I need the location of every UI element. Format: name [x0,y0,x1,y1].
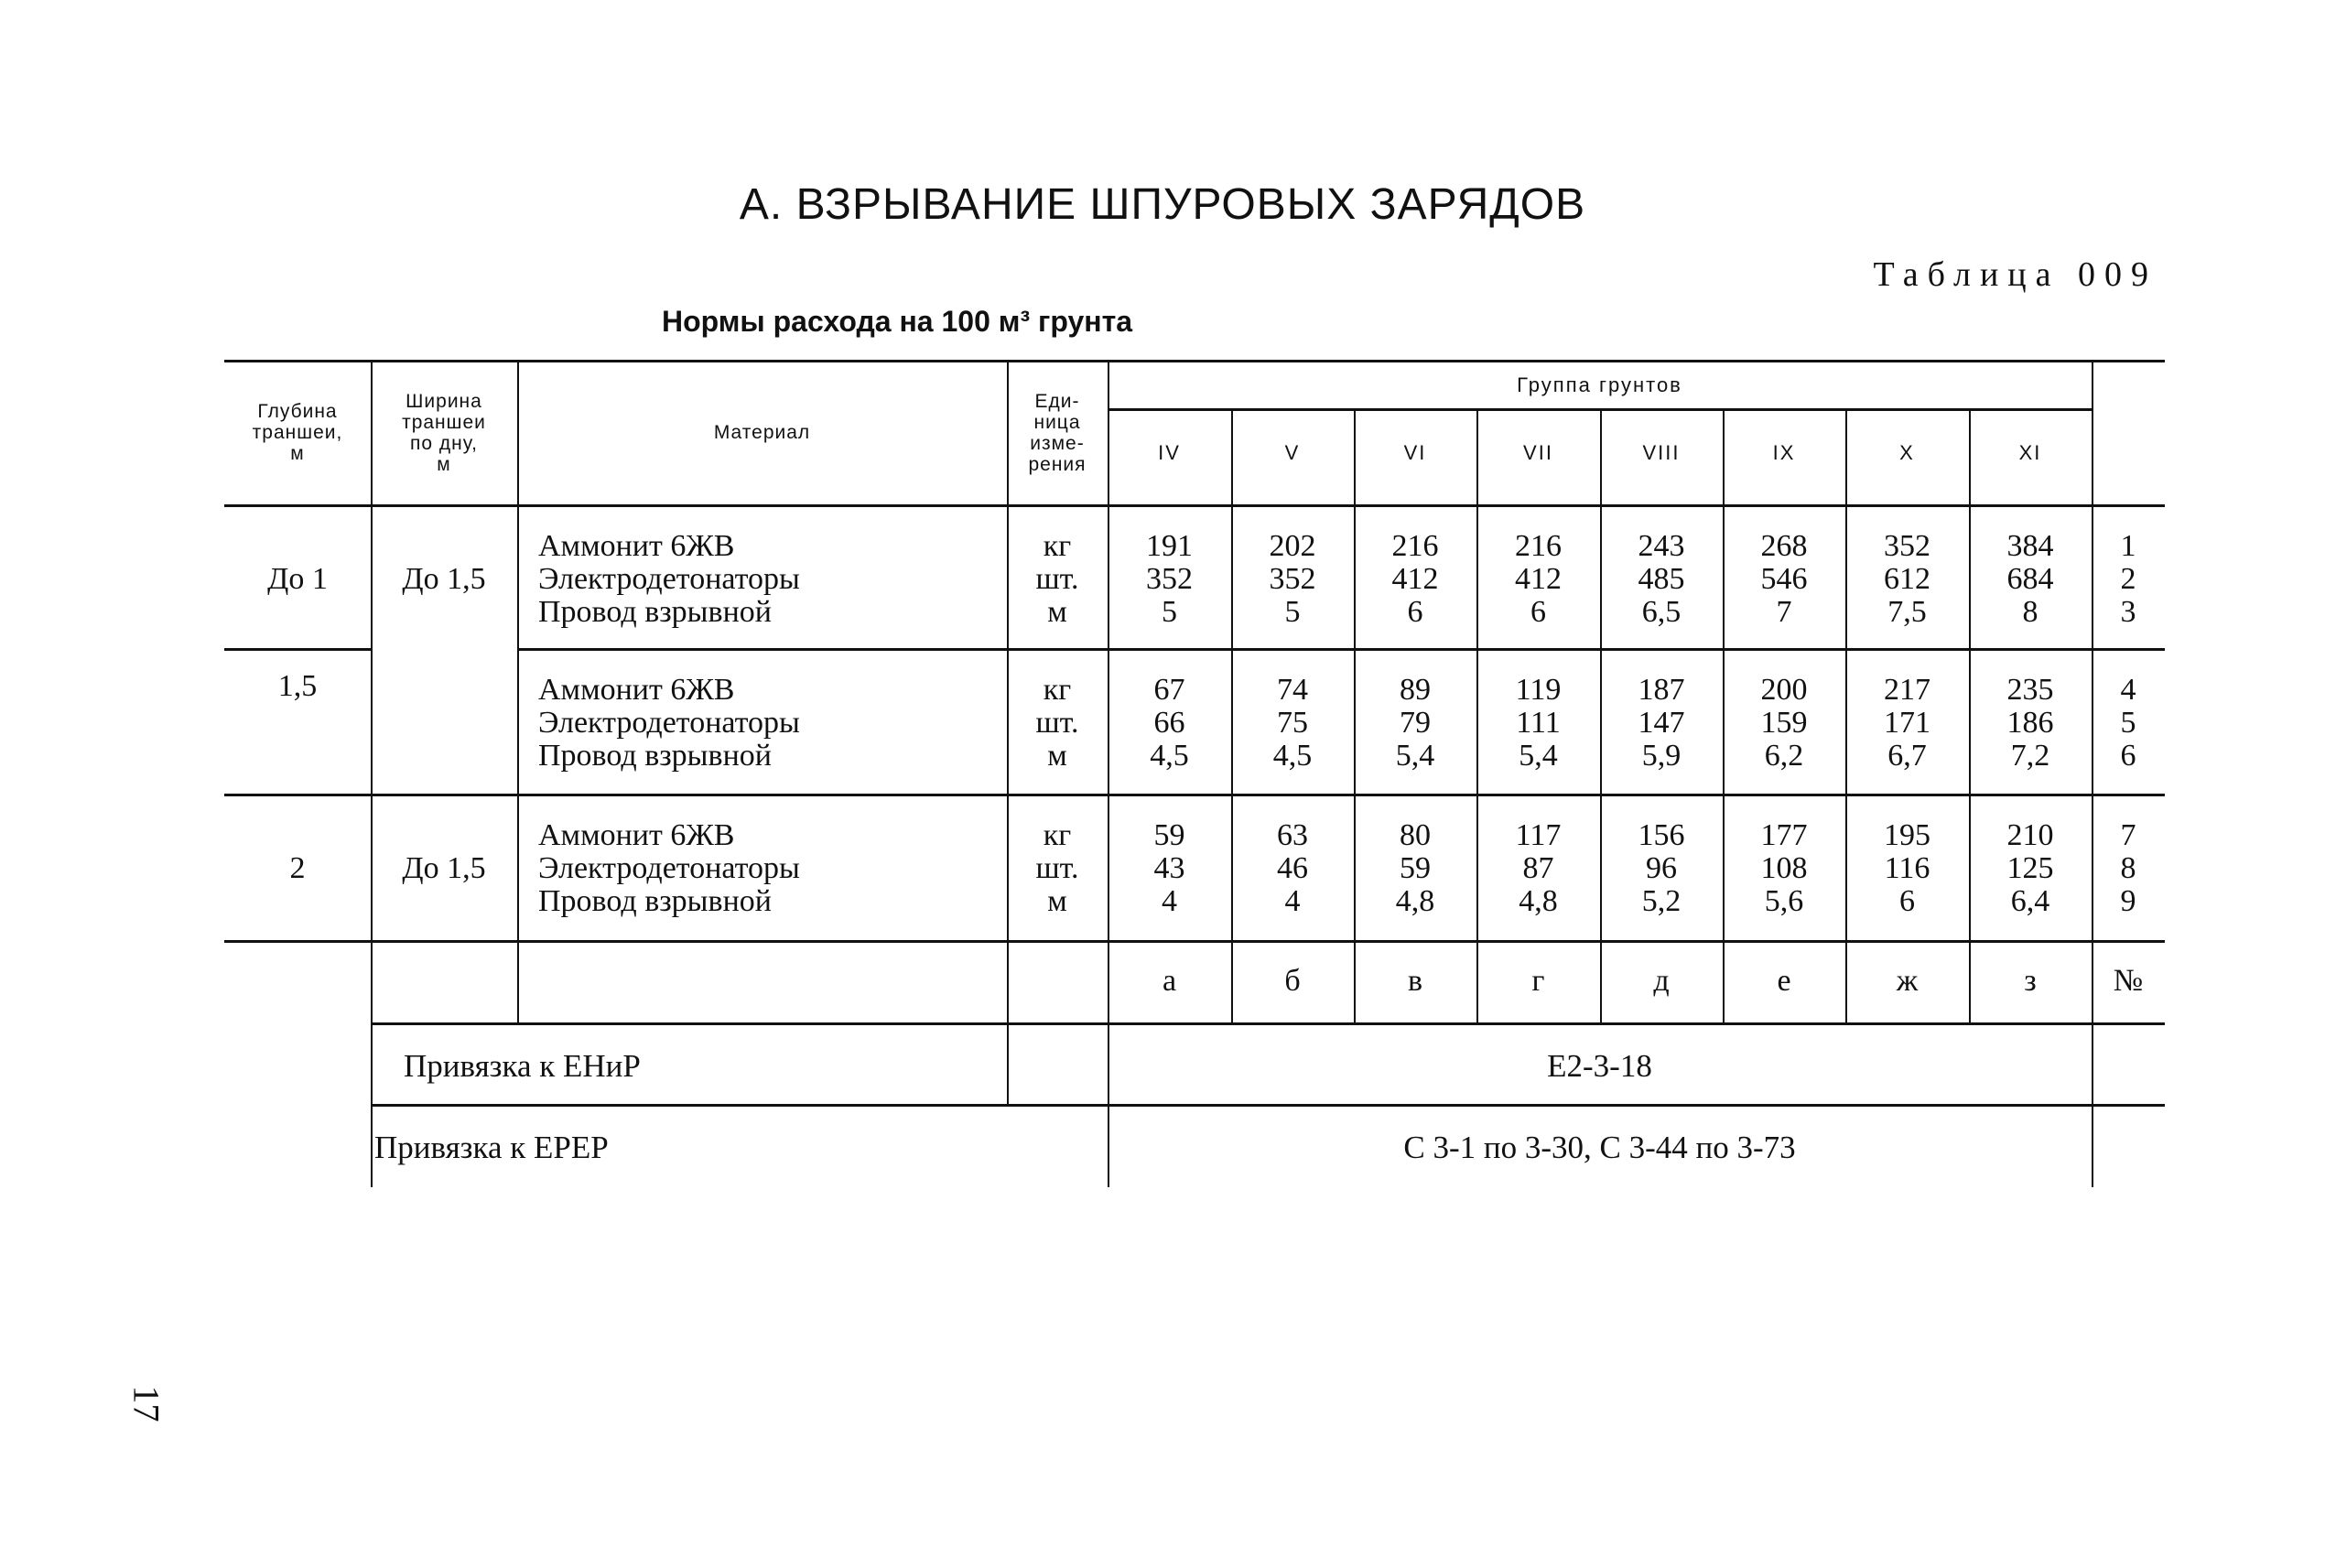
table-divider [371,648,373,794]
norm-value: 235 [2006,673,2054,707]
norm-value: 5 [1284,595,1301,629]
enir-value: Е2-3-18 [1547,1048,1652,1084]
material-name: Провод взрывной [538,595,772,629]
row-number: 6 [2120,739,2136,773]
norm-value: 75 [1277,706,1308,740]
norm-value: 7,2 [2010,739,2050,773]
norm-value: 202 [1269,529,1316,563]
erer-value: С 3-1 по 3-30, С 3-44 по 3-73 [1403,1130,1796,1165]
norm-value: 108 [1760,851,1808,885]
material-name: Аммонит 6ЖВ [538,673,735,707]
norm-value: 216 [1515,529,1562,563]
group-column-1: IV [1158,441,1181,464]
norm-value: 111 [1516,706,1561,740]
norm-value: 5,4 [1395,739,1435,773]
norm-value: 46 [1277,851,1308,885]
row-number: 2 [2120,562,2136,596]
norm-value: 4 [1162,884,1177,918]
norm-value: 66 [1153,706,1185,740]
page-number: 17 [125,1385,168,1422]
norm-value: 6 [1530,595,1546,629]
table-rule [224,648,371,651]
row-number: 4 [2120,673,2136,707]
column-letter: ж [1896,964,1919,998]
norm-value: 200 [1760,673,1808,707]
norm-value: 6,5 [1641,595,1682,629]
norm-value: 4,5 [1150,739,1189,773]
material-name: Электродетонаторы [538,706,800,740]
unit-value: шт. [1035,706,1079,740]
norm-value: 210 [2006,818,2054,852]
row-number: 3 [2120,595,2136,629]
norm-value: 4,5 [1272,739,1313,773]
width-value: До 1,5 [402,562,486,596]
group-column-6: IX [1772,441,1796,464]
norm-value: 6,4 [2010,884,2050,918]
unit-value: шт. [1035,851,1079,885]
material-name: Провод взрывной [538,884,772,918]
column-letter: е [1777,964,1791,998]
section-title: А. ВЗРЫВАНИЕ ШПУРОВЫХ ЗАРЯДОВ [739,180,1586,229]
table-subtitle: Нормы расхода на 100 м³ грунта [661,305,1133,338]
norm-value: 384 [2006,529,2054,563]
norm-value: 119 [1515,673,1562,707]
enir-label: Привязка к ЕНиР [404,1048,641,1084]
norm-value: 412 [1515,562,1562,596]
group-column-2: V [1284,441,1301,464]
norm-value: 116 [1884,851,1930,885]
norm-value: 59 [1400,851,1431,885]
norm-value: 87 [1522,851,1554,885]
row-number: 9 [2120,884,2136,918]
norm-value: 217 [1884,673,1930,707]
table-rule [517,648,2165,651]
unit-value: м [1047,595,1067,629]
unit-value: шт. [1035,562,1079,596]
group-column-8: XI [2018,441,2042,464]
unit-value: кг [1043,673,1072,707]
material-name: Аммонит 6ЖВ [538,529,735,563]
norm-value: 412 [1391,562,1439,596]
unit-header-line: изме- [1030,432,1085,454]
row-number: 1 [2120,529,2136,563]
norm-value: 352 [1146,562,1193,596]
erer-label: Привязка к ЕРЕР [374,1130,609,1165]
norm-value: 80 [1400,818,1431,852]
norm-value: 7 [1776,595,1792,629]
norm-value: 187 [1638,673,1685,707]
norm-value: 4,8 [1519,884,1558,918]
row-number: 5 [2120,706,2136,740]
unit-value: кг [1043,818,1072,852]
width-header-line: траншеи [402,411,486,433]
norm-value: 485 [1638,562,1685,596]
row-number: 8 [2120,851,2136,885]
norm-value: 186 [2006,706,2054,740]
group-column-7: X [1899,441,1915,464]
material-name: Провод взрывной [538,739,772,773]
material-name: Электродетонаторы [538,562,800,596]
norm-value: 5 [1162,595,1177,629]
norm-value: 159 [1760,706,1808,740]
row-number: 7 [2120,818,2136,852]
unit-value: м [1047,739,1067,773]
unit-value: кг [1043,529,1072,563]
table-rule [224,940,2165,943]
material-header-line: Материал [713,422,811,443]
width-value: До 1,5 [402,851,486,885]
unit-header-line: рения [1028,453,1087,475]
norm-value: 79 [1400,706,1431,740]
norm-value: 6 [1407,595,1423,629]
width-header-line: Ширина [406,390,482,412]
norm-value: 612 [1884,562,1930,596]
norm-value: 63 [1277,818,1308,852]
group-column-5: VIII [1642,441,1681,464]
norm-value: 5,9 [1641,739,1682,773]
norm-value: 156 [1638,818,1685,852]
norm-value: 268 [1760,529,1808,563]
table-number: Таблица 009 [1873,255,2157,294]
norm-value: 8 [2022,595,2038,629]
norm-value: 684 [2006,562,2054,596]
number-sign: № [2113,964,2144,998]
norm-value: 191 [1146,529,1193,563]
norm-value: 5,2 [1641,884,1682,918]
depth-header-line: траншеи, [252,422,343,443]
norm-value: 4,8 [1395,884,1435,918]
column-letter: а [1162,964,1177,998]
column-letter: г [1531,964,1545,998]
norm-value: 352 [1884,529,1930,563]
table-rule [224,360,2165,362]
depth-value: 2 [289,851,306,885]
norm-value: 6,2 [1764,739,1804,773]
table-rule [224,794,2165,796]
norm-value: 5,4 [1519,739,1558,773]
width-header-line: м [437,453,451,475]
norm-value: 96 [1646,851,1677,885]
norm-value: 177 [1760,818,1808,852]
norm-value: 89 [1400,673,1431,707]
norm-value: 4 [1284,884,1301,918]
depth-value: До 1 [267,562,328,596]
norm-value: 125 [2006,851,2054,885]
table-rule [371,1104,2165,1107]
norm-value: 171 [1884,706,1930,740]
unit-header-line: Еди- [1034,390,1080,412]
group-column-4: VII [1523,441,1553,464]
table-divider [2092,361,2093,1187]
norm-value: 6,7 [1887,739,1927,773]
unit-value: м [1047,884,1067,918]
column-letter: д [1653,964,1670,998]
norm-value: 7,5 [1887,595,1927,629]
norm-value: 195 [1884,818,1930,852]
norm-value: 243 [1638,529,1685,563]
table-rule [224,504,2165,507]
table-divider [517,361,519,1022]
group-header: Группа грунтов [1517,373,1682,396]
material-name: Электродетонаторы [538,851,800,885]
group-column-3: VI [1403,441,1427,464]
table-rule [371,1022,2165,1025]
norm-value: 67 [1153,673,1185,707]
width-header-line: по дну, [410,432,478,454]
norm-value: 74 [1277,673,1308,707]
norm-value: 6 [1899,884,1915,918]
depth-header-line: м [290,443,305,464]
column-letter: з [2024,964,2037,998]
column-letter: в [1407,964,1423,998]
column-letter: б [1284,964,1301,998]
depth-header-line: Глубина [257,401,338,422]
norm-value: 147 [1638,706,1685,740]
norm-value: 5,6 [1764,884,1804,918]
norm-value: 59 [1153,818,1185,852]
material-name: Аммонит 6ЖВ [538,818,735,852]
norm-value: 117 [1515,818,1562,852]
unit-header-line: ница [1033,411,1081,433]
depth-value: 1,5 [277,669,318,703]
norm-value: 43 [1153,851,1185,885]
norm-value: 352 [1269,562,1316,596]
norm-value: 546 [1760,562,1808,596]
norm-value: 216 [1391,529,1439,563]
